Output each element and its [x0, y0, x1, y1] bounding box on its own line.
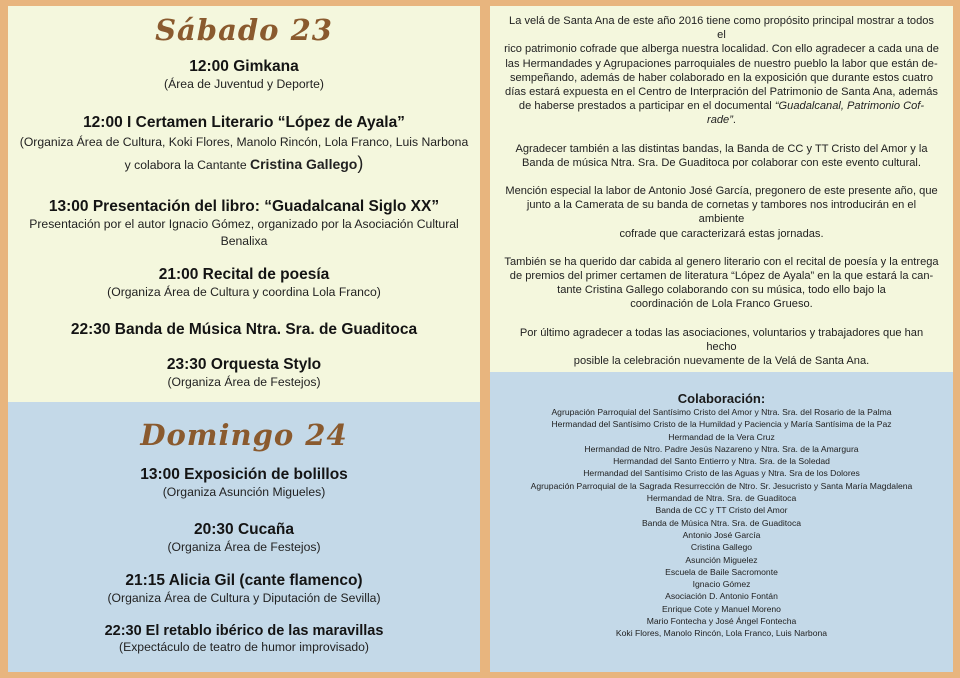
event-title: 22:30 Banda de Música Ntra. Sra. de Guaditoca: [70, 321, 418, 338]
text-line: posible la celebración nuevamente de la Velá de Santa Ana.: [573, 355, 870, 368]
intro-panel: [490, 6, 953, 372]
sunday-title: Domingo 24: [140, 418, 348, 452]
text-line: días estará expuesta en el Centro de Interpración del Patrimonio de Santa Ana, además: [505, 86, 938, 99]
collaboration-title: Colaboración:: [677, 391, 766, 406]
event-sub-bold: Cristina Gallego: [249, 156, 358, 172]
event-sub-2: Benalixa: [220, 234, 268, 248]
event-title: 23:30 Orquesta Stylo: [166, 356, 322, 373]
list-item: Koki Flores, Manolo Rincón, Lola Franco, Luis Narbona: [615, 628, 828, 639]
event-orquesta: [8, 356, 480, 391]
event-title: 12:00 I Certamen Literario “López de Ayala”: [83, 114, 405, 131]
list-item: Banda de CC y TT Cristo del Amor: [655, 505, 788, 516]
list-item: Hermandad del Santísimo Cristo de las Aguas y Ntra. Sra de los Dolores: [583, 468, 860, 479]
event-recital: [8, 266, 480, 301]
text-line: coordinación de Lola Franco Grueso.: [630, 298, 813, 311]
event-sub: (Organiza Área de Festejos): [167, 375, 321, 389]
text-line: Agradecer también a las distintas bandas, la Banda de CC y TT Cristo del Amor y la: [515, 142, 928, 155]
text-line: tante Cristina Gallego colaborando con su música, todo ello bajo la: [557, 284, 886, 297]
text-line: Por último agradecer a todas las asociaciones, voluntarios y trabajadores que han hecho: [519, 326, 924, 353]
list-item: Mario Fontecha y José Ángel Fontecha: [646, 616, 797, 627]
list-item: Hermandad de Ntra. Sra. de Guaditoca: [646, 493, 797, 504]
text-line: La velá de Santa Ana de este año 2016 tiene como propósito principal mostrar a todos el: [509, 15, 934, 42]
text-line: de haberse prestados a participar en el documental: [518, 100, 775, 113]
saturday-title: Sábado 23: [155, 13, 333, 47]
text-line: sempeñando, además de haber colaborado en la exposición que durante estos cuatro: [509, 71, 934, 84]
event-retablo: [8, 623, 480, 656]
event-presentacion: [8, 198, 480, 250]
list-item: Hermandad del Santo Entierro y Ntra. Sra. de la Soledad: [613, 456, 830, 467]
event-title: 12:00 Gimkana: [189, 58, 299, 75]
event-sub: Presentación por el autor Ignacio Gómez, organizado por la Asociación Cultural: [29, 217, 459, 231]
text-line: .: [732, 114, 736, 127]
event-title: 21:15 Alicia Gil (cante flamenco): [125, 572, 363, 589]
event-alicia-gil: [8, 572, 480, 607]
event-banda: [8, 321, 480, 339]
event-bolillos: [8, 466, 480, 501]
event-sub: (Organiza Área de Festejos): [167, 540, 321, 554]
documentary-title: “Guadalcanal, Patrimonio Cof-: [774, 100, 925, 113]
intro-paragraph-4: [504, 255, 939, 312]
list-item: Asunción Miguelez: [685, 554, 758, 565]
text-line: Banda de música Ntra. Sra. De Guaditoca por colaborar con este evento cultural.: [522, 156, 921, 169]
text-line: junto a la Camerata de su banda de cornetas y tambores nos introducirán en el ambiente: [526, 199, 917, 226]
event-sub-text: y colabora la Cantante: [124, 158, 250, 172]
event-sub: (Organiza Área de Cultura y Diputación de Sevilla): [107, 591, 381, 605]
collaboration-list: [490, 406, 953, 640]
event-title: 22:30 El retablo ibérico de las maravillas: [104, 623, 384, 639]
list-item: Agrupación Parroquial del Santísimo Cristo del Amor y Ntra. Sra. del Rosario de la Palma: [551, 407, 892, 417]
list-item: Hermandad de Ntro. Padre Jesús Nazareno y Ntra. Sra. de la Amargura: [584, 443, 859, 454]
event-sub-2: [8, 155, 480, 174]
intro-text: [504, 14, 939, 382]
list-item: Hermandad de la Vera Cruz: [668, 431, 775, 442]
event-sub: (Organiza Área de Cultura, Koki Flores, Manolo Rincón, Lola Franco, Luis Narbona: [19, 135, 469, 149]
documentary-title-end: rade”: [707, 114, 733, 127]
text-line: cofrade que caracterizará estas jornadas.: [619, 227, 824, 240]
event-sub: (Organiza Área de Cultura y coordina Lola Franco): [107, 285, 381, 299]
event-title: 13:00 Exposición de bolillos: [140, 466, 348, 483]
event-gimkana: [8, 58, 480, 93]
text-line: rico patrimonio cofrade que alberga nuestra localidad. Con ello agradecer a cada una de: [504, 43, 939, 56]
list-item: Ignacio Gómez: [692, 579, 751, 590]
intro-paragraph-3: [504, 184, 939, 241]
saturday-panel: [8, 6, 480, 402]
sunday-panel: [8, 402, 480, 672]
list-item: Agrupación Parroquial de la Sagrada Resurrección de Ntro. Sr. Jesucristo y Santa María Magdalena: [530, 480, 913, 491]
list-item: Hermandad del Santísimo Cristo de la Humildad y Paciencia y María Santísima de la Paz: [551, 419, 892, 430]
event-cucana: [8, 521, 480, 556]
event-sub: (Expectáculo de teatro de humor improvisado): [119, 640, 369, 654]
event-certamen: [8, 114, 480, 174]
intro-paragraph-2: [504, 142, 939, 170]
event-title: 13:00 Presentación del libro: “Guadalcanal Siglo XX”: [48, 198, 440, 215]
text-line: Mención especial la labor de Antonio José García, pregonero de este presente año, que: [505, 185, 938, 198]
event-sub: (Organiza Asunción Migueles): [162, 485, 326, 499]
text-line: de premios del primer certamen de literatura “López de Ayala” en la que estará la can-: [509, 270, 934, 283]
list-item: Cristina Gallego: [690, 542, 753, 553]
list-item: Enrique Cote y Manuel Moreno: [662, 603, 781, 614]
list-item: Antonio José García: [682, 529, 761, 540]
event-title: 21:00 Recital de poesía: [158, 266, 330, 283]
event-sub-paren: ): [357, 153, 364, 173]
event-title: 20:30 Cucaña: [194, 521, 294, 538]
text-line: las Hermandades y Agrupaciones parroquiales de nuestro pueblo la labor que están de-: [505, 57, 938, 70]
text-line: También se ha querido dar cabida al genero literario con el recital de poesía y la entrega: [504, 255, 939, 268]
intro-paragraph-5: [504, 326, 939, 369]
list-item: Banda de Música Ntra. Sra. de Guaditoca: [641, 517, 802, 528]
list-item: Escuela de Baile Sacromonte: [665, 566, 778, 577]
collaboration-panel: [490, 372, 953, 672]
intro-paragraph-1: [504, 14, 939, 128]
list-item: Asociación D. Antonio Fontán: [665, 591, 778, 602]
event-sub: (Área de Juventud y Deporte): [164, 77, 324, 91]
